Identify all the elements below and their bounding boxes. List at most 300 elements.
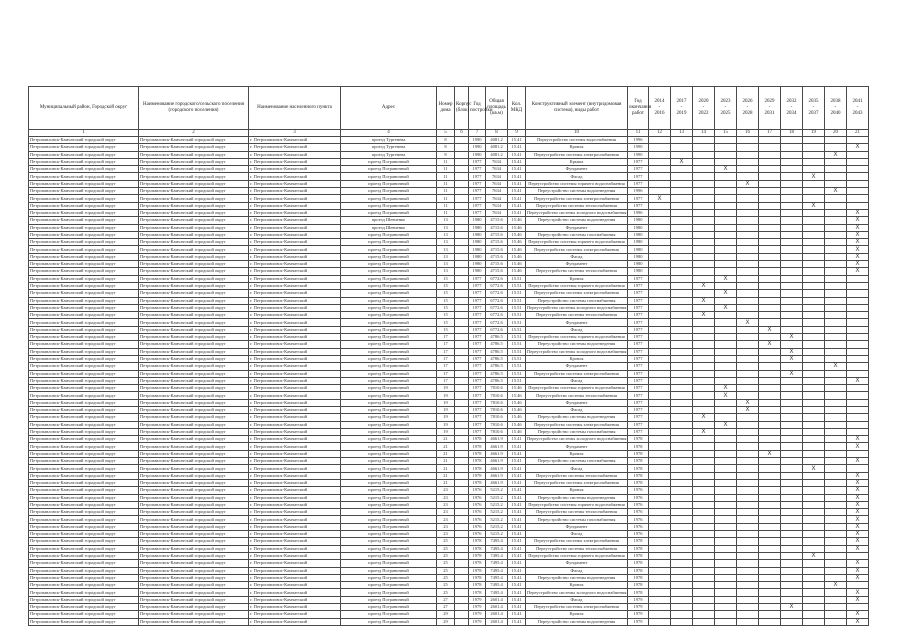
cell-settlement: Петропавловск-Камчатский городской округ [139,450,249,457]
cell-mkd-count: 15.46 [508,421,526,428]
cell-settlement: Петропавловск-Камчатский городской округ [139,188,249,195]
cell-period-mark [803,348,825,355]
cell-house-no: 11 [437,188,455,195]
cell-period-mark [715,188,737,195]
cell-area: 5215.2 [486,516,508,523]
cell-period-mark [803,385,825,392]
cell-mkd-count: 15.41 [508,436,526,443]
table-row [29,166,869,173]
cell-period-mark [715,611,737,618]
cell-period-mark [803,414,825,421]
cell-area: 4715.6 [486,217,508,224]
cell-period-mark [715,319,737,326]
cell-mkd-count: 15.51 [508,341,526,348]
cell-end-year: 1976 [628,501,649,508]
cell-period-mark [671,297,693,304]
cell-mkd-count: 15.41 [508,202,526,209]
table-row [29,436,869,443]
table-row [29,560,869,567]
cell-municipality: Петропавловск-Камчатский городской округ [29,443,139,450]
cell-period-mark [737,465,759,472]
cell-work: Переустройство системы газоснабжения [526,297,628,304]
cell-period-mark [715,326,737,333]
table-row [29,224,869,231]
cell-year: 1977 [469,166,486,173]
cell-address: проезд Пограничный [341,406,437,413]
cell-period-mark [737,618,759,625]
cell-period-mark [803,399,825,406]
cell-locality: г. Петропавловск-Камчатский [249,202,341,209]
cell-address: проезд Пограничный [341,479,437,486]
cell-municipality: Петропавловск-Камчатский городской округ [29,224,139,231]
table-row [29,348,869,355]
cell-house-no: 17 [437,370,455,377]
cell-period-mark [825,348,847,355]
cell-end-year: 1977 [628,326,649,333]
cell-settlement: Петропавловск-Камчатский городской округ [139,552,249,559]
cell-municipality: Петропавловск-Камчатский городской округ [29,385,139,392]
cell-house-no: 25 [437,560,455,567]
cell-period-mark [693,567,715,574]
cell-period-mark [803,589,825,596]
cell-period-mark [649,246,671,253]
cell-year: 1980 [469,261,486,268]
cell-period-mark [781,282,803,289]
cell-year: 1977 [469,319,486,326]
cell-municipality: Петропавловск-Камчатский городской округ [29,290,139,297]
cell-end-year: 1977 [628,414,649,421]
cell-period-mark [671,334,693,341]
cell-address: проезд Пограничный [341,392,437,399]
cell-settlement: Петропавловск-Камчатский городской округ [139,261,249,268]
cell-settlement: Петропавловск-Камчатский городской округ [139,246,249,253]
cell-mkd-count: 15.46 [508,392,526,399]
table-row [29,574,869,581]
cell-period-mark: X [737,180,759,187]
cell-settlement: Петропавловск-Камчатский городской округ [139,443,249,450]
cell-period-mark [671,261,693,268]
header-year: Год постройки [469,87,486,130]
cell-area: 7495.4 [486,552,508,559]
header-area: Общая площадь (кв.м) [486,87,508,130]
cell-period-mark [759,363,781,370]
cell-end-year: 1978 [628,465,649,472]
cell-house-no: 13 [437,246,455,253]
cell-period-mark [649,443,671,450]
cell-settlement: Петропавловск-Камчатский городской округ [139,465,249,472]
cell-area: 7810.6 [486,414,508,421]
cell-period-mark [649,436,671,443]
cell-period-mark [803,509,825,516]
cell-period-mark [737,312,759,319]
cell-mkd-count: 15.51 [508,319,526,326]
cell-settlement: Петропавловск-Камчатский городской округ [139,428,249,435]
cell-mkd-count: 15.41 [508,472,526,479]
cell-end-year: 1976 [628,487,649,494]
cell-end-year: 1977 [628,406,649,413]
column-number: 7 [469,130,486,137]
cell-period-mark [671,173,693,180]
cell-end-year: 1978 [628,574,649,581]
cell-building [455,479,469,486]
cell-mkd-count: 15.41 [508,545,526,552]
cell-area: 4661.9 [486,450,508,457]
cell-address: проезд Пограничный [341,312,437,319]
cell-period-mark: X [715,304,737,311]
cell-work: Фундамент [526,560,628,567]
table-row [29,501,869,508]
cell-end-year: 1996 [628,188,649,195]
cell-address: проезд Пограничный [341,501,437,508]
cell-period-mark [759,253,781,260]
cell-period-mark [693,144,715,151]
cell-period-mark [715,144,737,151]
cell-locality: г. Петропавловск-Камчатский [249,304,341,311]
cell-period-mark [803,217,825,224]
cell-municipality: Петропавловск-Камчатский городской округ [29,239,139,246]
cell-period-mark [803,231,825,238]
cell-work: Кровля [526,487,628,494]
cell-end-year: 1977 [628,385,649,392]
cell-period-mark [781,465,803,472]
cell-period-mark: X [781,370,803,377]
table-row [29,611,869,618]
cell-address: проезд Пограничный [341,421,437,428]
cell-period-mark [649,421,671,428]
cell-period-mark [737,137,759,144]
cell-period-mark [825,195,847,202]
cell-house-no: 21 [437,479,455,486]
cell-building [455,596,469,603]
cell-period-mark [803,436,825,443]
cell-work: Переустройство системы водоотведения [526,574,628,581]
cell-period-mark [825,428,847,435]
cell-mkd-count: 15.41 [508,180,526,187]
cell-period-mark [803,304,825,311]
cell-work: Переустройство системы водоотведения [526,494,628,501]
cell-end-year: 1977 [628,355,649,362]
cell-work: Переустройство системы водоотведения [526,618,628,625]
cell-period-mark [649,282,671,289]
cell-period-mark [825,443,847,450]
cell-year: 1978 [469,582,486,589]
cell-end-year: 1977 [628,312,649,319]
cell-settlement: Петропавловск-Камчатский городской округ [139,282,249,289]
cell-period-mark [803,275,825,282]
cell-end-year: 1978 [628,436,649,443]
cell-address: проезд Пограничный [341,596,437,603]
cell-period-mark [737,195,759,202]
cell-locality: г. Петропавловск-Камчатский [249,567,341,574]
cell-period-mark [737,494,759,501]
cell-period-mark [715,479,737,486]
cell-period-mark [847,428,869,435]
cell-period-mark [825,501,847,508]
cell-period-mark [759,509,781,516]
cell-year: 1977 [469,202,486,209]
cell-house-no: 13 [437,268,455,275]
cell-end-year: 1977 [628,158,649,165]
cell-end-year: 1978 [628,443,649,450]
cell-period-mark [825,334,847,341]
cell-period-mark [715,158,737,165]
cell-period-mark: X [715,275,737,282]
cell-period-mark [825,523,847,530]
cell-period-mark [671,443,693,450]
cell-building [455,217,469,224]
cell-building [455,414,469,421]
cell-locality: г. Петропавловск-Камчатский [249,144,341,151]
cell-year: 1976 [469,523,486,530]
cell-period-mark [649,151,671,158]
cell-period-mark [649,209,671,216]
cell-settlement: Петропавловск-Камчатский городской округ [139,319,249,326]
cell-period-mark [781,326,803,333]
cell-house-no: 17 [437,363,455,370]
cell-year: 1980 [469,217,486,224]
cell-municipality: Петропавловск-Камчатский городской округ [29,188,139,195]
cell-area: 4715.6 [486,261,508,268]
header-end-year: Год окончания работ [628,87,649,130]
cell-house-no: 11 [437,158,455,165]
cell-period-mark [781,428,803,435]
cell-period-mark [759,180,781,187]
cell-year: 1978 [469,479,486,486]
cell-work: Переустройство системы холодного водоснабжения [527,436,627,442]
cell-period-mark [671,618,693,625]
cell-end-year: 1977 [628,304,649,311]
cell-period-mark [671,428,693,435]
cell-period-mark [649,253,671,260]
cell-end-year: 1996 [628,209,649,216]
cell-municipality: Петропавловск-Камчатский городской округ [29,604,139,611]
cell-period-mark [825,180,847,187]
cell-period-mark [803,209,825,216]
cell-work: Переустройство системы электроснабжения [526,421,628,428]
cell-house-no: 27 [437,596,455,603]
cell-work: Фундамент [526,261,628,268]
cell-locality: г. Петропавловск-Камчатский [249,611,341,618]
cell-period-mark [715,560,737,567]
cell-period-mark [649,509,671,516]
cell-municipality: Петропавловск-Камчатский городской округ [29,545,139,552]
cell-period-mark [847,180,869,187]
cell-period-mark: X [825,582,847,589]
cell-period-mark [803,341,825,348]
cell-end-year: 1978 [628,472,649,479]
cell-period-mark [847,326,869,333]
cell-work: Переустройство системы горячего водоснабжения [526,334,628,341]
cell-settlement: Петропавловск-Камчатский городской округ [139,158,249,165]
column-number: 19 [803,130,825,137]
cell-house-no: 19 [437,385,455,392]
cell-period-mark [759,596,781,603]
cell-period-mark [671,304,693,311]
cell-settlement: Петропавловск-Камчатский городской округ [139,144,249,151]
cell-mkd-count: 15.41 [508,574,526,581]
cell-year: 1976 [469,516,486,523]
cell-period-mark [781,567,803,574]
cell-period-mark [693,436,715,443]
cell-period-mark: X [847,246,869,253]
column-number: 2 [139,130,249,137]
cell-period-mark [847,465,869,472]
cell-building [455,326,469,333]
table-row [29,604,869,611]
cell-locality: г. Петропавловск-Камчатский [249,458,341,465]
cell-period-mark: X [847,574,869,581]
cell-house-no: 25 [437,545,455,552]
cell-year: 1977 [469,312,486,319]
cell-period-mark [693,465,715,472]
table-row [29,312,869,319]
cell-address: проезд Пограничный [341,589,437,596]
cell-period-mark [803,538,825,545]
cell-building [455,465,469,472]
cell-building [455,567,469,574]
cell-period-mark [649,392,671,399]
cell-building [455,399,469,406]
cell-period-mark [781,450,803,457]
cell-period-mark [693,253,715,260]
table-row [29,202,869,209]
cell-period-mark [671,348,693,355]
cell-period-mark [759,173,781,180]
cell-period-mark [649,304,671,311]
cell-period-mark [825,516,847,523]
cell-mkd-count: 15.41 [508,618,526,625]
cell-work: Переустройство системы водоснабжения [526,137,628,144]
cell-period-mark [825,261,847,268]
cell-year: 1977 [469,341,486,348]
cell-period-mark [737,545,759,552]
cell-year: 1977 [469,399,486,406]
cell-period-mark [803,604,825,611]
cell-year: 1977 [469,173,486,180]
cell-period-mark [671,582,693,589]
cell-year: 1977 [469,297,486,304]
cell-settlement: Петропавловск-Камчатский городской округ [139,406,249,413]
cell-period-mark [737,348,759,355]
cell-work: Переустройство системы водоотведения [526,217,628,224]
cell-period-mark: X [847,253,869,260]
cell-building [455,209,469,216]
cell-settlement: Петропавловск-Камчатский городской округ [139,334,249,341]
table-row [29,552,869,559]
header-period-7: 2032 - 2034 [781,87,803,130]
cell-period-mark [693,224,715,231]
table-row [29,450,869,457]
cell-locality: г. Петропавловск-Камчатский [249,531,341,538]
cell-period-mark: X [847,618,869,625]
cell-period-mark [847,290,869,297]
cell-work: Кровля [526,144,628,151]
cell-period-mark [715,516,737,523]
cell-period-mark [693,173,715,180]
cell-house-no: 8 [437,137,455,144]
cell-period-mark [759,261,781,268]
cell-address: проезд Тургенева [341,151,437,158]
cell-period-mark [847,421,869,428]
cell-municipality: Петропавловск-Камчатский городской округ [29,253,139,260]
cell-mkd-count: 15.41 [508,487,526,494]
cell-year: 1976 [469,501,486,508]
cell-period-mark: X [847,494,869,501]
cell-house-no: 25 [437,589,455,596]
cell-period-mark [847,188,869,195]
cell-area: 4786.5 [486,370,508,377]
cell-period-mark: X [737,319,759,326]
cell-period-mark [715,545,737,552]
cell-period-mark [759,370,781,377]
cell-period-mark [847,604,869,611]
cell-address: проезд Пограничный [341,385,437,392]
cell-period-mark [715,487,737,494]
cell-period-mark [759,217,781,224]
table-row [29,253,869,260]
cell-settlement: Петропавловск-Камчатский городской округ [139,253,249,260]
cell-end-year: 1979 [628,604,649,611]
cell-period-mark [759,158,781,165]
cell-building [455,604,469,611]
cell-locality: г. Петропавловск-Камчатский [249,450,341,457]
cell-period-mark [671,188,693,195]
cell-period-mark: X [847,531,869,538]
cell-locality: г. Петропавловск-Камчатский [249,560,341,567]
cell-period-mark [825,589,847,596]
cell-period-mark: X [847,436,869,443]
cell-period-mark: X [649,195,671,202]
table-row [29,151,869,158]
cell-period-mark [781,319,803,326]
cell-house-no: 19 [437,428,455,435]
cell-area: 7495.4 [486,574,508,581]
cell-settlement: Петропавловск-Камчатский городской округ [139,137,249,144]
table-row [29,414,869,421]
cell-house-no: 17 [437,355,455,362]
cell-locality: г. Петропавловск-Камчатский [249,231,341,238]
cell-settlement: Петропавловск-Камчатский городской округ [139,523,249,530]
cell-year: 1990 [469,144,486,151]
cell-period-mark [671,326,693,333]
cell-municipality: Петропавловск-Камчатский городской округ [29,406,139,413]
cell-work: Кровля [526,582,628,589]
cell-building [455,137,469,144]
cell-settlement: Петропавловск-Камчатский городской округ [139,472,249,479]
cell-period-mark [737,202,759,209]
cell-house-no: 11 [437,173,455,180]
cell-period-mark [781,166,803,173]
cell-period-mark [759,239,781,246]
cell-period-mark [649,494,671,501]
cell-locality: г. Петропавловск-Камчатский [249,443,341,450]
cell-work: Переустройство системы холодного водоснабжения [527,210,627,216]
cell-settlement: Петропавловск-Камчатский городской округ [139,180,249,187]
cell-area: 6772.6 [486,282,508,289]
cell-period-mark [715,450,737,457]
cell-address: проезд Пограничный [341,209,437,216]
cell-settlement: Петропавловск-Камчатский городской округ [139,268,249,275]
cell-area: 6772.6 [486,275,508,282]
cell-period-mark [781,414,803,421]
header-work: Конструктивный элемент (внутридомовая система), виды работ [526,87,628,130]
cell-period-mark [737,385,759,392]
cell-period-mark [671,479,693,486]
cell-period-mark: X [803,173,825,180]
cell-end-year: 1977 [628,166,649,173]
cell-settlement: Петропавловск-Камчатский городской округ [139,275,249,282]
cell-municipality: Петропавловск-Камчатский городской округ [29,180,139,187]
